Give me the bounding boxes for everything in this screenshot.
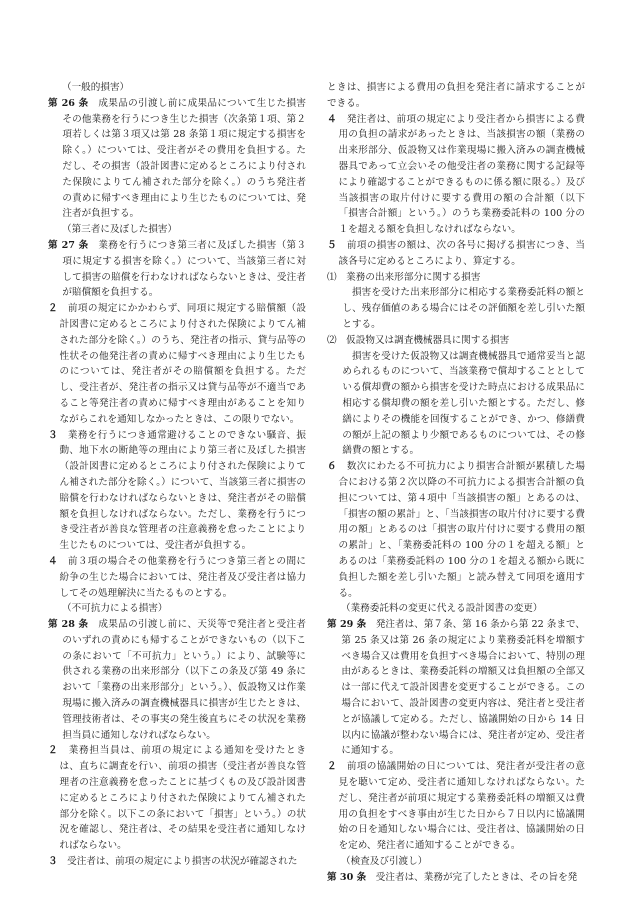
article-29: 第 29 条 発注者は、第７条、第 16 条から第 22 条まで、第 25 条又は第 26 条の規定により業務委託料を増額すべき場合又は費用を負担すべき場合において、特別の理由があるときは、業務委託料の増額又は負担額の全部又は一部に代えて設計図書を変更することができる。この場合において、設計図書の変更内容は、発注者と受注者とが協議して定める。ただし、協議開始の日から 14 日以内に協議が整わない場合には、発注者が定め、受注者に通知する。 bbox=[327, 619, 586, 757]
paragraph-number: ４ bbox=[48, 555, 58, 567]
article-number: 第 29 条 bbox=[327, 619, 367, 631]
paragraph-number: ２ bbox=[48, 745, 59, 757]
article-28-paragraph-3: ３ 受注者は、前項の規定により損害の状況が確認された bbox=[48, 856, 298, 868]
heading-general-damage: （一般的損害） bbox=[62, 82, 130, 93]
article-27-paragraph-2: ２ 前項の規定にかかわらず、同項に規定する賠償額（設計図書に定めるところにより付された保険によりてん補された部分を除く。）のうち、発注者の指示、貸与品等の性状その他発注者の責めに帰すべき理由により生じたものについては、発注者がその賠償額を負担する。ただし、受注者が、発注者の指示又は貸与品等が不適当であること等発注者の責めに帰すべき理由があることを知りながらこれを通知しなかったときは、この限りでない。 bbox=[48, 303, 306, 425]
article-number: 第 28 条 bbox=[48, 619, 89, 631]
article-number: 第 30 条 bbox=[327, 871, 367, 883]
article-28: 第 28 条 成果品の引渡し前に、天災等で発注者と受注者のいずれの責めにも帰することができないもの（以下この条において「不可抗力」という。）により、試験等に供される業務の出来形部分（以下この条及び第 49 条において「業務の出来形部分」という。）、仮設物又は作業現場に搬入済みの調査機械器具に損害が生じたときは、管理技術者は、その事実の発生後直ちにその状況を業務担当員に通知しなければならない。 bbox=[48, 619, 306, 741]
heading-third-party-damage: （第三者に及ぼした損害） bbox=[62, 224, 178, 236]
article-28-paragraph-6: ６ 数次にわたる不可抗力により損害合計額が累積した場合における第２次以降の不可抗力による損害合計額の負担については、第４項中「当該損害の額」とあるのは、「損害の額の累計」と、「当該損害の取片付けに要する費用の額」とあるのは「損害の取片付けに要する費用の額の累計」と、「業務委託料の 100 分の１を超える額」とあるのは「業務委託料の 100 分の１を超える額から既に負担した額を差し引いた額」と読み替えて同項を適用する。 bbox=[327, 461, 586, 599]
paragraph-number: ６ bbox=[327, 461, 337, 473]
article-28-paragraph-3-continued: ときは、損害による費用の負担を発注者に請求することができる。 bbox=[327, 82, 585, 109]
paragraph-number: ５ bbox=[327, 239, 337, 251]
article-number: 第 26 条 bbox=[48, 97, 89, 109]
article-26: 第 26 条 成果品の引渡し前に成果品について生じた損害その他業務を行うにつき生じた損害（次条第１項、第２項若しくは第３項又は第 28 条第１項に規定する損害を除く。）については、受注者がその費用を負担する。ただし、その損害（設計図書に定めるところにより付された保険によりてん補された部分を除く。）のうち発注者の責めに帰すべき理由により生じたものについては、発注者が負担する。 bbox=[48, 97, 306, 220]
heading-inspection-delivery: （検査及び引渡し） bbox=[341, 856, 428, 868]
paragraph-number: ３ bbox=[48, 429, 58, 441]
item-1-body: 損害を受けた出来形部分に相応する業務委託料の額とし、残存価値のある場合にはその評価額を差し引いた額とする。 bbox=[342, 287, 585, 330]
paragraph-number: ４ bbox=[327, 113, 337, 125]
article-28-paragraph-4: ４ 発注者は、前項の規定により受注者から損害による費用の負担の請求があったときは、当該損害の額（業務の出来形部分、仮設物又は作業現場に搬入済みの調査機械器具であって立会いその他受注者の業務に関する記録等により確認することができるものに係る額に限る。）及び当該損害の取片付けに要する費用の額の合計額（以下「損害合計額」という。）のうち業務委託料の 100 分の１を超える額を負担しなければならない。 bbox=[327, 113, 586, 236]
left-column bbox=[48, 80, 306, 870]
article-27-paragraph-3: ３ 業務を行うにつき通常避けることのできない騒音、振動、地下水の断絶等の理由により第三者に及ぼした損害（設計図書に定めるところにより付された保険によりてん補された部分を除く。）について、当該第三者に損害の賠償を行わなければならないときは、発注者がその賠償額を負担しなければならない。ただし、業務を行うにつき受注者が善良な管理者の注意義務を怠ったことにより生じたものについては、受注者が負担する。 bbox=[48, 429, 307, 552]
heading-force-majeure: （不可抗力による損害） bbox=[62, 603, 168, 615]
article-27-paragraph-4: ４ 前３項の場合その他業務を行うにつき第三者との間に紛争の生じた場合においては、発注者及び受注者は協力してその処理解決に当たるものとする。 bbox=[48, 555, 307, 599]
article-28-paragraph-5: ５ 前項の損害の額は、次の各号に掲げる損害につき、当該各号に定めるところにより、算定する。 bbox=[327, 239, 585, 267]
article-28-paragraph-2: ２ 業務担当員は、前項の規定による通知を受けたときは、直ちに調査を行い、前項の損害（受注者が善良な管理者の注意義務を怠ったことに基づくもの及び設計図書に定めるところにより付された保険によりてん補された部分を除く。以下この条において「損害」という。）の状況を確認し、発注者は、その結果を受注者に通知しなければならない。 bbox=[48, 745, 307, 852]
article-29-paragraph-2: ２ 前項の協議開始の日については、発注者が受注者の意見を聴いて定め、受注者に通知しなければならない。ただし、発注者が前項に規定する業務委託料の増額又は費用の負担をすべき事由が生じた日から７日以内に協議開始の日を通知しない場合には、受注者は、協議開始の日を定め、発注者に通知することができる。 bbox=[327, 761, 586, 852]
item-2-body: 損害を受けた仮設物又は調査機械器具で通常妥当と認められるものについて、当該業務で償却することとしている償却費の額から損害を受けた時点における成果品に相応する償却費の額を差し引いた額とする。ただし、修繕によりその機能を回復することができ、かつ、修繕費の額が上記の額より少額であるものについては、その修繕費の額とする。 bbox=[342, 350, 585, 457]
paragraph-number: ２ bbox=[327, 761, 337, 773]
paragraph-number: ３ bbox=[48, 856, 58, 868]
article-30: 第 30 条 受注者は、業務が完了したときは、その旨を発 bbox=[327, 871, 578, 883]
item-2-heading: ⑵ 仮設物又は調査機械器具に関する損害 bbox=[327, 334, 510, 346]
paragraph-number: ２ bbox=[48, 303, 58, 315]
item-1-heading: ⑴ 業務の出来形部分に関する損害 bbox=[327, 271, 481, 283]
heading-design-change: （業務委託料の変更に代える設計図書の変更） bbox=[341, 603, 543, 615]
article-27: 第 27 条 業務を行うにつき第三者に及ぼした損害（第３項に規定する損害を除く。）について、当該第三者に対して損害の賠償を行わなければならないときは、受注者が賠償額を負担する。 bbox=[48, 239, 306, 299]
right-column bbox=[327, 80, 585, 886]
article-number: 第 27 条 bbox=[48, 239, 89, 251]
